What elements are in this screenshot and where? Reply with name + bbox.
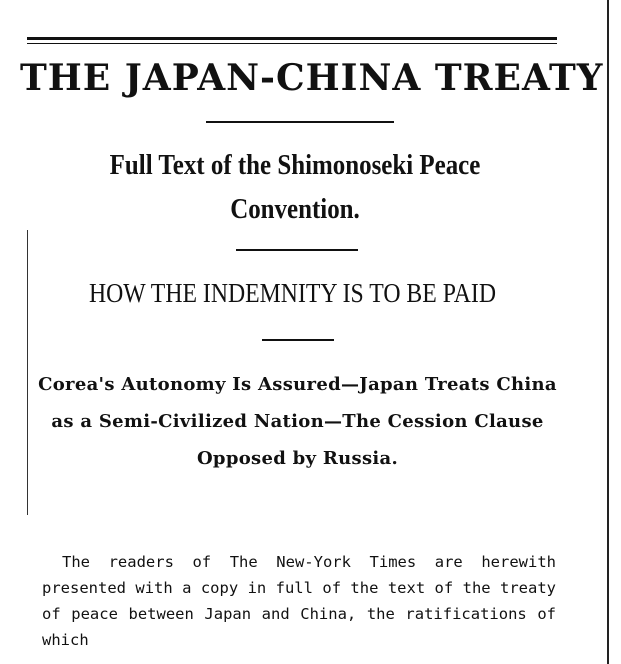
- column-rule-left: [27, 230, 28, 515]
- headline: THE JAPAN-CHINA TREATY: [20, 57, 604, 99]
- deck-divider-2: [262, 339, 334, 341]
- headline-divider: [206, 121, 394, 123]
- column-rule-right: [607, 0, 609, 664]
- subheadline-summary: Corea's Autonomy Is Assured—Japan Treats China as a Semi-Civilized Nation—The Cession Clause Opposed by Russia.: [38, 374, 557, 469]
- deck-divider-1: [236, 249, 358, 251]
- article-body: The readers of The New-York Times are herewith presented with a copy in full of the text of the treaty of peace between Japan and China, the ratifications of which: [42, 553, 556, 649]
- top-double-rule-upper: [27, 37, 557, 40]
- subheadline-secondary: HOW THE INDEMNITY IS TO BE PAID: [88, 278, 496, 308]
- top-double-rule-lower: [27, 43, 557, 44]
- subheadline-primary: Full Text of the Shimonoseki Peace Convention.: [109, 149, 481, 225]
